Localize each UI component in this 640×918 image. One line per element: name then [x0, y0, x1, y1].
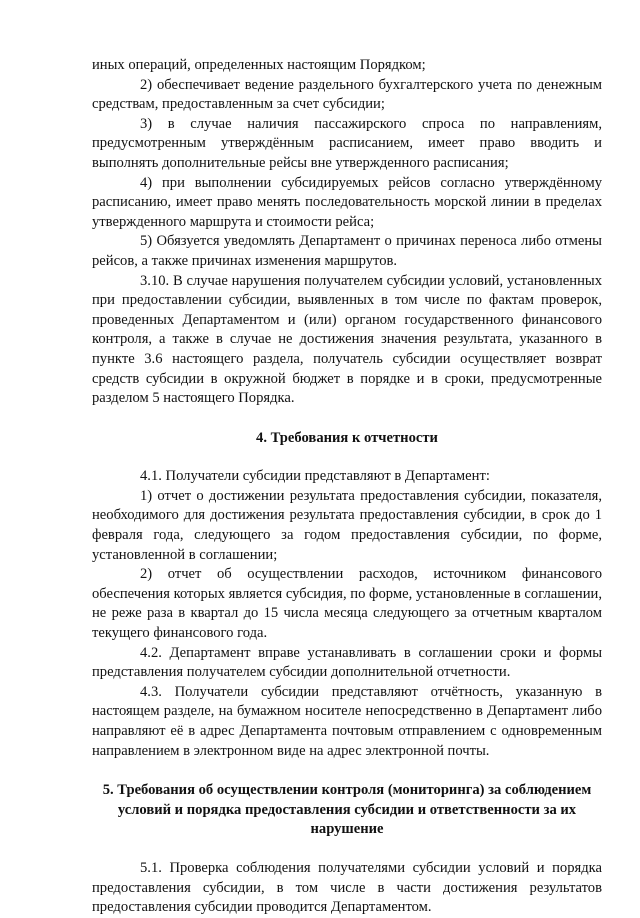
paragraph-3-10: 3.10. В случае нарушения получателем субсидии условий, установленных при предоставлении субсидии, выявленных в том числе по фактам проверок, проведенных Департаментом и (или) органом государственного финансового контроля, а также в случае не достижения значения результата, указанного в пункте 3.6 настоящего раздела, получатель субсидии осуществляет возврат средств субсидии в окружной бюджет в порядке и в сроки, предусмотренные разделом 5 настоящего Порядка.	[92, 272, 602, 407]
paragraph-4-2: 4.2. Департамент вправе устанавливать в соглашении сроки и формы представления получателем субсидии дополнительной отчетности.	[92, 644, 602, 681]
paragraph-5-1: 5.1. Проверка соблюдения получателями субсидии условий и порядка предоставления субсидии, в том числе в части достижения результатов предоставления субсидии проводится Департаментом.	[92, 859, 602, 916]
section-5-heading-line-1: 5. Требования об осуществлении контроля (мониторинга) за соблюдением	[102, 782, 592, 799]
paragraph-item-5: 5) Обязуется уведомлять Департамент о причинах переноса либо отмены рейсов, а также причинах изменения маршрутов.	[92, 233, 602, 269]
paragraph-4-1: 4.1. Получатели субсидии представляют в Департамент:	[140, 468, 490, 485]
paragraph-continuation: иных операций, определенных настоящим Порядком;	[92, 57, 426, 73]
paragraph-item-3: 3) в случае наличия пассажирского спроса по направлениям, предусмотренным утверждённым расписанием, имеет право вводить и выполнять дополнительные рейсы вне утвержденного расписания;	[92, 115, 602, 171]
spacer	[92, 761, 602, 781]
section-5-heading	[92, 781, 602, 840]
section-5-heading-line-3: нарушение	[310, 821, 384, 838]
section-5-heading-line-2: условий и порядка предоставления субсидии и ответственности за их	[117, 801, 577, 818]
spacer	[92, 840, 602, 859]
paragraph-item-4: 4) при выполнении субсидируемых рейсов согласно утверждённому расписанию, имеет право менять последовательность морской линии в пределах утвержденного маршрута и стоимости рейса;	[92, 174, 602, 230]
paragraph-4-1-item-2: 2) отчет об осуществлении расходов, источником финансового обеспечения которых является субсидия, по форме, установленные в соглашении, не реже раза в квартал до 15 числа месяца следующего за отчетным кварталом текущего финансового года.	[92, 566, 602, 642]
paragraph-item-2: 2) обеспечивает ведение раздельного бухгалтерского учета по денежным средствам, предоставленным за счет субсидии;	[92, 76, 602, 113]
document-page	[92, 56, 602, 918]
paragraph-4-1-item-1: 1) отчет о достижении результата предоставления субсидии, показателя, необходимого для достижения результата предоставления субсидии, в срок до 1 февраля года, следующего за годом предоставления субсидии, по форме, установленной в соглашении;	[92, 487, 602, 563]
spacer	[92, 409, 602, 429]
spacer	[92, 448, 602, 467]
paragraph-4-3: 4.3. Получатели субсидии представляют отчётность, указанную в настоящем разделе, на бумажном носителе непосредственно в Департамент либо направляют её в адрес Департамента почтовым отправлением с одновременным направлением в электронном виде на адрес электронной почты.	[92, 683, 602, 759]
section-4-heading: 4. Требования к отчетности	[256, 429, 438, 446]
